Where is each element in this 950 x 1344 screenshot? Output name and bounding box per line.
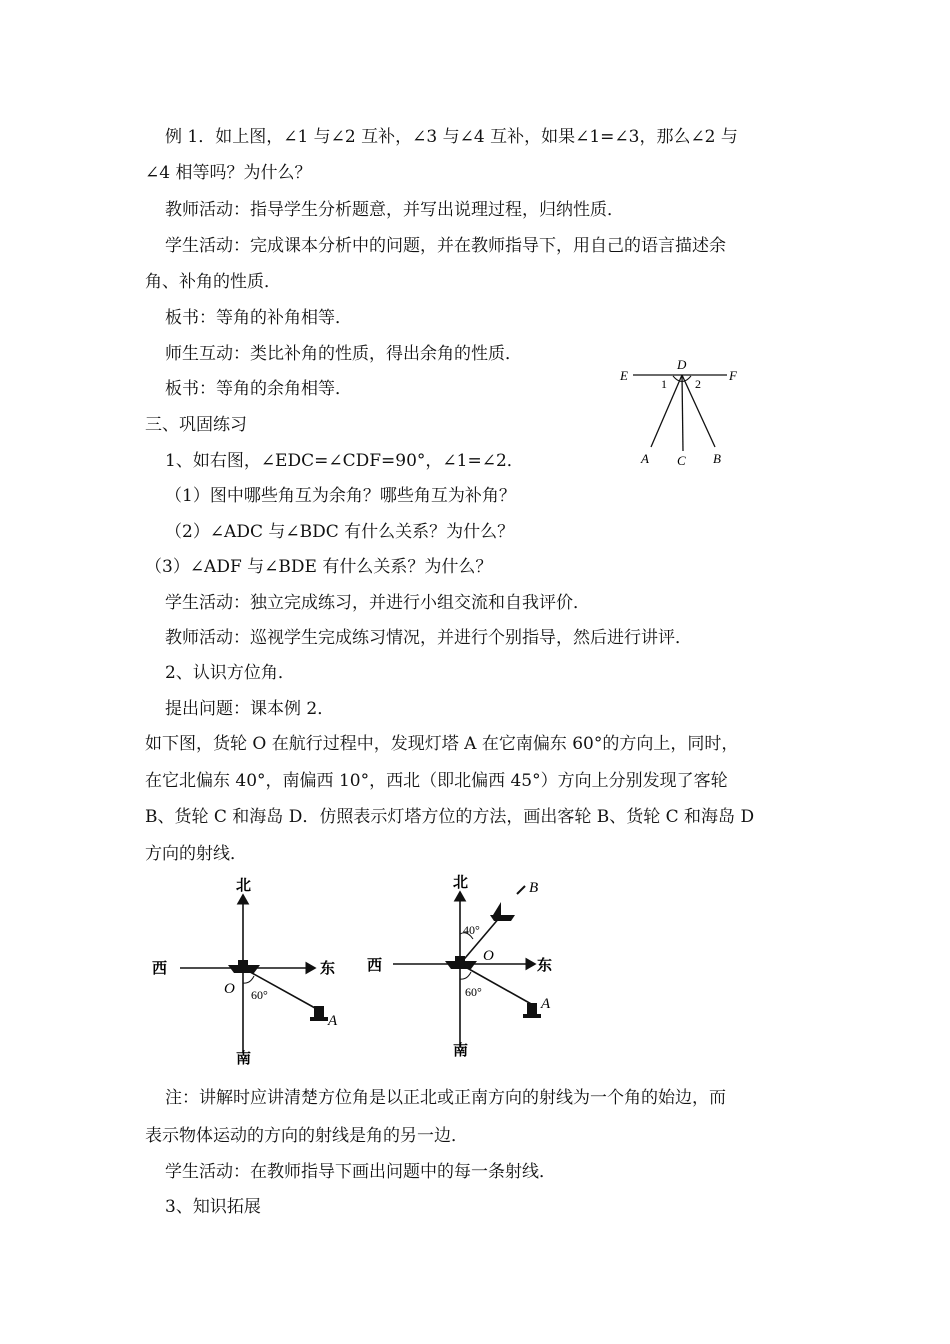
ship-icon <box>445 961 477 969</box>
north-label: 北 <box>453 875 469 891</box>
lighthouse-icon <box>314 1006 324 1017</box>
paragraph-line: 2、认识方位角． <box>165 663 295 683</box>
paragraph-line: （3）∠ADF 与∠BDE 有什么关系？为什么？ <box>145 557 493 577</box>
passenger-ship-icon <box>490 915 515 921</box>
label-f: F <box>729 368 737 383</box>
label-1: 1 <box>661 377 667 391</box>
paragraph-line: 板书：等角的补角相等． <box>165 308 352 328</box>
paragraph-line: 学生活动：独立完成练习，并进行小组交流和自我评价． <box>165 593 590 613</box>
paragraph-line: 例 1．如上图，∠1 与∠2 互补，∠3 与∠4 互补，如果∠1=∠3，那么∠2 与 <box>165 127 738 147</box>
paragraph-line: 方向的射线． <box>145 844 247 864</box>
south-label: 南 <box>453 1043 469 1059</box>
paragraph-line: 3、知识拓展 <box>165 1197 261 1217</box>
angle-label: 60° <box>251 988 268 1002</box>
paragraph-line: 板书：等角的余角相等． <box>165 379 352 399</box>
paragraph-line: ∠4 相等吗？为什么？ <box>145 163 312 183</box>
label-e: E <box>620 368 628 383</box>
compass-figure-right <box>365 872 575 1062</box>
paragraph-line: 如下图，货轮 O 在航行过程中，发现灯塔 A 在它南偏东 60°的方向上，同时， <box>145 734 739 754</box>
east-label: 东 <box>537 958 553 974</box>
origin-label: O <box>483 948 494 964</box>
label-2: 2 <box>695 377 701 391</box>
point-b-label: B <box>529 880 539 896</box>
origin-label: O <box>224 981 235 997</box>
paragraph-line: （1）图中哪些角互为余角？哪些角互为补角？ <box>165 486 516 506</box>
paragraph-line: 学生活动：完成课本分析中的问题，并在教师指导下，用自己的语言描述余 <box>165 236 726 256</box>
lighthouse-icon <box>527 1003 537 1014</box>
paragraph-line: （2）∠ADC 与∠BDC 有什么关系？为什么？ <box>165 522 515 542</box>
paragraph-line: B、货轮 C 和海岛 D．仿照表示灯塔方位的方法，画出客轮 B、货轮 C 和海岛 D <box>145 807 755 827</box>
ship-icon <box>228 965 260 973</box>
angle-south-label: 60° <box>465 985 482 999</box>
paragraph-line: 表示物体运动的方向的射线是角的另一边． <box>145 1126 468 1146</box>
angle-north-label: 40° <box>463 923 480 937</box>
label-a: A <box>641 451 649 466</box>
point-a-label: A <box>328 1013 338 1029</box>
angle-figure <box>615 355 755 470</box>
paragraph-line: 角、补角的性质． <box>145 272 281 292</box>
section-heading: 三、巩固练习 <box>145 415 247 435</box>
label-b: B <box>713 451 721 466</box>
west-label: 西 <box>152 961 168 977</box>
paragraph-line: 在它北偏东 40°，南偏西 10°，西北（即北偏西 45°）方向上分别发现了客轮 <box>145 771 728 791</box>
label-d: D <box>677 357 687 372</box>
paragraph-line: 1、如右图，∠EDC=∠CDF=90°，∠1=∠2． <box>165 451 524 471</box>
paragraph-line: 注：讲解时应讲清楚方位角是以正北或正南方向的射线为一个角的始边，而 <box>165 1088 726 1108</box>
paragraph-line: 教师活动：巡视学生完成练习情况，并进行个别指导，然后进行讲评． <box>165 628 692 648</box>
south-label: 南 <box>236 1051 252 1065</box>
east-label: 东 <box>320 961 336 977</box>
compass-figure-left <box>150 875 350 1065</box>
paragraph-line: 师生互动：类比补角的性质，得出余角的性质． <box>165 344 522 364</box>
paragraph-line: 提出问题：课本例 2． <box>165 699 335 719</box>
north-label: 北 <box>236 878 252 894</box>
paragraph-line: 学生活动：在教师指导下画出问题中的每一条射线． <box>165 1162 556 1182</box>
paragraph-line: 教师活动：指导学生分析题意，并写出说理过程，归纳性质． <box>165 200 624 220</box>
west-label: 西 <box>367 958 383 974</box>
label-c: C <box>677 453 686 468</box>
point-a-label: A <box>541 996 551 1012</box>
